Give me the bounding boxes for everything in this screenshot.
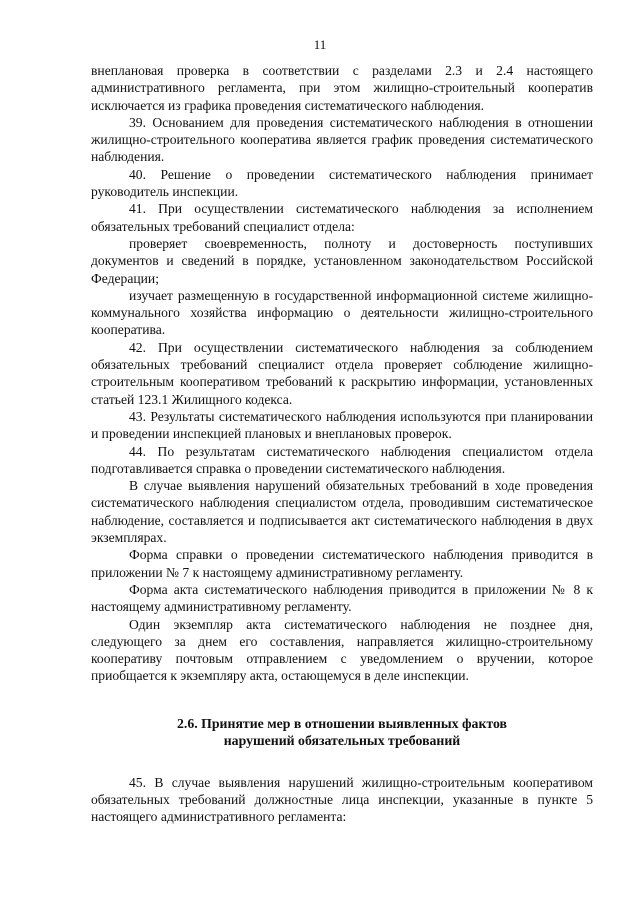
paragraph-continuation: внеплановая проверка в соответствии с разделами 2.3 и 2.4 настоящего административного регламента, при этом жилищно-строительный кооператив исключается из графика проведения систематического наблюдения.: [91, 63, 593, 113]
paragraph-42: 42. При осуществлении систематического наблюдения за соблюдением обязательных требований специалист отдела проверяет соблюдение жилищно-строительным кооперативом требований к раскрытию информации, установленных статьей 123.1 Жилищного кодекса.: [91, 339, 593, 407]
paragraph-44-act-form: Форма акта систематического наблюдения приводится в приложении № 8 к настоящему административному регламенту.: [91, 581, 593, 615]
paragraph-43: 43. Результаты систематического наблюдения используются при планировании и проведении инспекцией плановых и внеплановых проверок.: [91, 408, 593, 442]
paragraph-44-act-copy: Один экземпляр акта систематического наблюдения не позднее дня, следующего за днем его составления, направляется жилищно-строительному кооперативу почтовым отправлением с уведомлением о вручении, которое приобщается к экземпляру акта, остающемуся в деле инспекции.: [91, 616, 593, 684]
paragraph-39: 39. Основанием для проведения систематического наблюдения в отношении жилищно-строительного кооператива является график проведения систематического наблюдения.: [91, 114, 593, 165]
section-heading: [91, 715, 593, 750]
paragraph-41-item-2: изучает размещенную в государственной информационной системе жилищно-коммунального хозяйства информацию о деятельности жилищно-строительного кооператива.: [91, 287, 593, 338]
section-heading-line-2: нарушений обязательных требований: [223, 733, 461, 749]
paragraph-41: 41. При осуществлении систематического наблюдения за исполнением обязательных требований специалист отдела:: [91, 201, 593, 234]
paragraph-44-violations: В случае выявления нарушений обязательных требований в ходе проведения систематического наблюдения специалистом отдела, проводившим систематическое наблюдение, составляется и подписывается акт систематического наблюдения в двух экземплярах.: [91, 478, 593, 546]
paragraph-44: 44. По результатам систематического наблюдения специалистом отдела подготавливается справка о проведении систематического наблюдения.: [91, 443, 593, 476]
paragraph-44-form-reference: Форма справки о проведении систематического наблюдения приводится в приложении № 7 к настоящему административному регламенту.: [91, 547, 593, 580]
paragraph-40: 40. Решение о проведении систематического наблюдения принимает руководитель инспекции.: [91, 166, 593, 200]
document-body: [91, 62, 593, 826]
section-heading-line-1: 2.6. Принятие мер в отношении выявленных фактов: [177, 715, 507, 731]
page-number: 11: [313, 37, 327, 52]
paragraph-41-item-1: проверяет своевременность, полноту и достоверность поступивших документов и сведений в порядке, установленном законодательством Российской Федерации;: [91, 235, 593, 286]
paragraph-45: 45. В случае выявления нарушений жилищно-строительным кооперативом обязательных требований должностные лица инспекции, указанные в пункте 5 настоящего административного регламента:: [91, 774, 593, 825]
